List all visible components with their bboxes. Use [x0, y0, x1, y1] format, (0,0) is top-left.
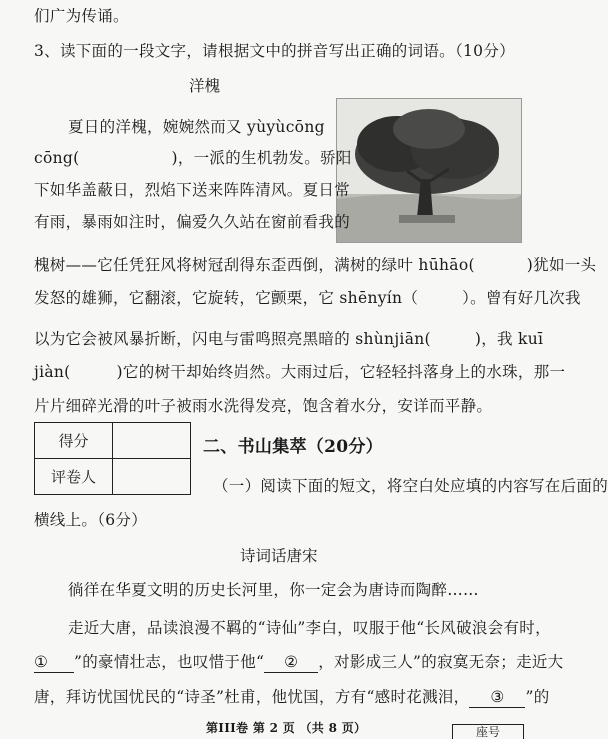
article-text: ”的 [525, 688, 550, 706]
seat-number-label: 座号 [475, 725, 500, 739]
section-heading: 二、书山集萃（20分） [203, 437, 383, 457]
article-text: ”的豪情壮志，也叹惜于他“ [74, 653, 265, 671]
passage-line-9: 片片细碎光滑的叶子被雨水洗得发亮，饱含着水分，安详而平静。 [34, 397, 493, 415]
blank-1[interactable]: ① [34, 652, 74, 673]
header-line: 们广为传诵。 [34, 7, 129, 25]
article-paragraph-2-line-2 [34, 652, 563, 673]
passage-line-5 [34, 255, 596, 275]
passage-title: 洋槐 [189, 77, 221, 95]
score-table [34, 422, 191, 495]
passage-line-1 [68, 117, 325, 137]
article-paragraph-2-line-1: 走近大唐，品读浪漫不羁的“诗仙”李白，叹服于他“长风破浪会有时， [68, 619, 551, 637]
passage-text: jiàn( [34, 363, 71, 381]
q3-prompt: 3、读下面的一段文字，请根据文中的拼音写出正确的词语。（10分） [34, 42, 515, 60]
passage-text: ）。曾有好几次我 [462, 289, 581, 307]
passage-text: 以为它会被风暴折断，闪电与雷鸣照亮黑暗的 shùnjiān( [34, 330, 431, 348]
passage-text: 发怒的雄狮，它翻滚，它旋转，它颤栗，它 shēnyín（ [34, 289, 419, 307]
passage-text: cōng( [34, 149, 80, 167]
article-paragraph-1: 徜徉在华夏文明的历史长河里，你一定会为唐诗而陶醉…… [68, 581, 479, 599]
passage-line-7 [34, 329, 543, 349]
tree-photo [336, 98, 522, 243]
seat-number-box [452, 724, 524, 739]
passage-text: 夏日的洋槐，婉婉然而又 yùyùcōng [68, 118, 325, 136]
passage-line-6 [34, 288, 581, 308]
score-label: 得分 [35, 423, 113, 459]
passage-text: )，一派的生机勃发。骄阳 [171, 149, 352, 167]
passage-text: )，我 kuī [474, 330, 544, 348]
passage-line-8 [34, 362, 565, 382]
section-instruction-1: （一）阅读下面的短文，将空白处应填的内容写在后面的 [213, 477, 608, 495]
article-title: 诗词话唐宋 [240, 547, 318, 565]
passage-line-2 [34, 148, 352, 168]
score-cell[interactable] [113, 423, 191, 459]
passage-text: )犹如一头 [526, 256, 597, 274]
blank-2[interactable]: ② [264, 652, 318, 673]
passage-text: 槐树——它任凭狂风将树冠刮得东歪西倒，满树的绿叶 hūhāo( [34, 256, 475, 274]
article-text: ，对影成三人”的寂寞无奈；走近大 [318, 653, 564, 671]
tree-illustration [337, 99, 521, 242]
bleed-through-text [340, 6, 352, 23]
blank-3[interactable]: ③ [469, 687, 525, 708]
passage-line-3: 下如华盖蔽日，烈焰下送来阵阵清风。夏日常 [34, 181, 351, 199]
grader-cell[interactable] [113, 459, 191, 495]
page-footer: 第III卷 第 2 页 （共 8 页） [206, 721, 367, 735]
passage-text: )它的树干却始终岿然。大雨过后，它轻轻抖落身上的水珠，那一 [116, 363, 566, 381]
passage-line-4: 有雨，暴雨如注时，偏爱久久站在窗前看我的 [34, 213, 351, 231]
article-text: 唐，拜访忧国忧民的“诗圣”杜甫，他忧国，方有“感时花溅泪， [34, 688, 470, 706]
section-instruction-2: 横线上。（6分） [34, 511, 148, 529]
article-paragraph-2-line-3 [34, 687, 550, 708]
grader-label: 评卷人 [35, 459, 113, 495]
